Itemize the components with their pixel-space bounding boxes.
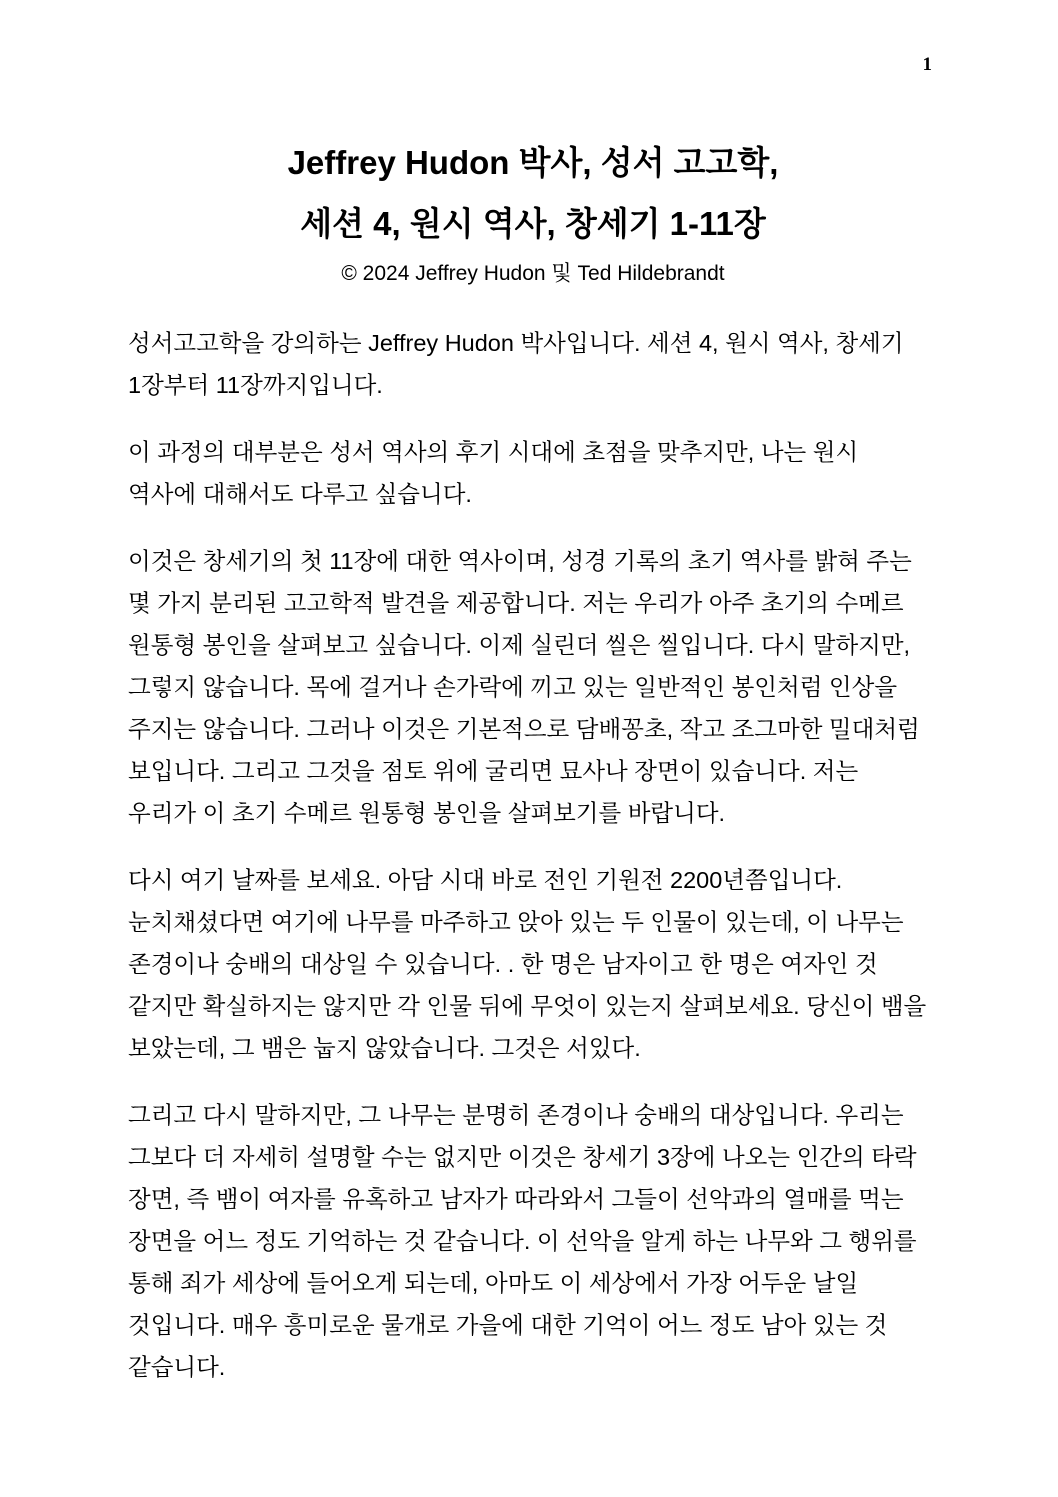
document-title-line1: Jeffrey Hudon 박사, 성서 고고학, bbox=[287, 144, 779, 181]
text-line: 보입니다. 그리고 그것을 점토 위에 굴리면 묘사나 장면이 있습니다. 저는 bbox=[128, 758, 859, 784]
text-line: 몇 가지 분리된 고고학적 발견을 제공합니다. 저는 우리가 아주 초기의 수메르 bbox=[128, 590, 904, 616]
page-number: 1 bbox=[922, 54, 932, 75]
paragraph bbox=[128, 859, 938, 1069]
paragraph bbox=[128, 540, 938, 834]
document-body bbox=[128, 322, 938, 1388]
text-line: 보았는데, 그 뱀은 눕지 않았습니다. 그것은 서있다. bbox=[128, 1035, 641, 1061]
document-title-line2: 세션 4, 원시 역사, 창세기 1-11장 bbox=[300, 205, 766, 242]
paragraph bbox=[128, 431, 938, 515]
text-line: 같습니다. bbox=[128, 1354, 226, 1380]
text-line: 같지만 확실하지는 않지만 각 인물 뒤에 무엇이 있는지 살펴보세요. 당신이 뱀을 bbox=[128, 993, 927, 1019]
text-line: 성서고고학을 강의하는 Jeffrey Hudon 박사입니다. 세션 4, 원시 역사, 창세기 bbox=[128, 330, 904, 356]
text-line: 것입니다. 매우 흥미로운 물개로 가을에 대한 기억이 어느 정도 남아 있는 것 bbox=[128, 1312, 888, 1338]
text-line: 존경이나 숭배의 대상일 수 있습니다. . 한 명은 남자이고 한 명은 여자인 것 bbox=[128, 951, 878, 977]
text-line: 주지는 않습니다. 그러나 이것은 기본적으로 담배꽁초, 작고 조그마한 밀대처럼 bbox=[128, 716, 920, 742]
paragraph bbox=[128, 322, 938, 406]
text-line: 다시 여기 날짜를 보세요. 아담 시대 바로 전인 기원전 2200년쯤입니다. bbox=[128, 867, 843, 893]
document-title bbox=[128, 132, 938, 254]
text-line: 이것은 창세기의 첫 11장에 대한 역사이며, 성경 기록의 초기 역사를 밝혀 주는 bbox=[128, 548, 912, 574]
text-line: 우리가 이 초기 수메르 원통형 봉인을 살펴보기를 바랍니다. bbox=[128, 800, 726, 826]
copyright-line: © 2024 Jeffrey Hudon 및 Ted Hildebrandt bbox=[341, 262, 725, 285]
paragraph bbox=[128, 1094, 938, 1388]
text-line: 원통형 봉인을 살펴보고 싶습니다. 이제 실린더 씰은 씰입니다. 다시 말하지만, bbox=[128, 632, 911, 658]
text-line: 그렇지 않습니다. 목에 걸거나 손가락에 끼고 있는 일반적인 봉인처럼 인상을 bbox=[128, 674, 898, 700]
text-line: 눈치채셨다면 여기에 나무를 마주하고 앉아 있는 두 인물이 있는데, 이 나무는 bbox=[128, 909, 904, 935]
text-line: 통해 죄가 세상에 들어오게 되는데, 아마도 이 세상에서 가장 어두운 날일 bbox=[128, 1270, 859, 1296]
text-line: 이 과정의 대부분은 성서 역사의 후기 시대에 초점을 맞추지만, 나는 원시 bbox=[128, 439, 859, 465]
text-line: 1장부터 11장까지입니다. bbox=[128, 372, 383, 398]
text-line: 그보다 더 자세히 설명할 수는 없지만 이것은 창세기 3장에 나오는 인간의 타락 bbox=[128, 1144, 917, 1170]
text-line: 역사에 대해서도 다루고 싶습니다. bbox=[128, 481, 472, 507]
text-line: 장면을 어느 정도 기억하는 것 같습니다. 이 선악을 알게 하는 나무와 그 행위를 bbox=[128, 1228, 917, 1254]
text-line: 그리고 다시 말하지만, 그 나무는 분명히 존경이나 숭배의 대상입니다. 우리는 bbox=[128, 1102, 904, 1128]
text-line: 장면, 즉 뱀이 여자를 유혹하고 남자가 따라와서 그들이 선악과의 열매를 먹는 bbox=[128, 1186, 904, 1212]
